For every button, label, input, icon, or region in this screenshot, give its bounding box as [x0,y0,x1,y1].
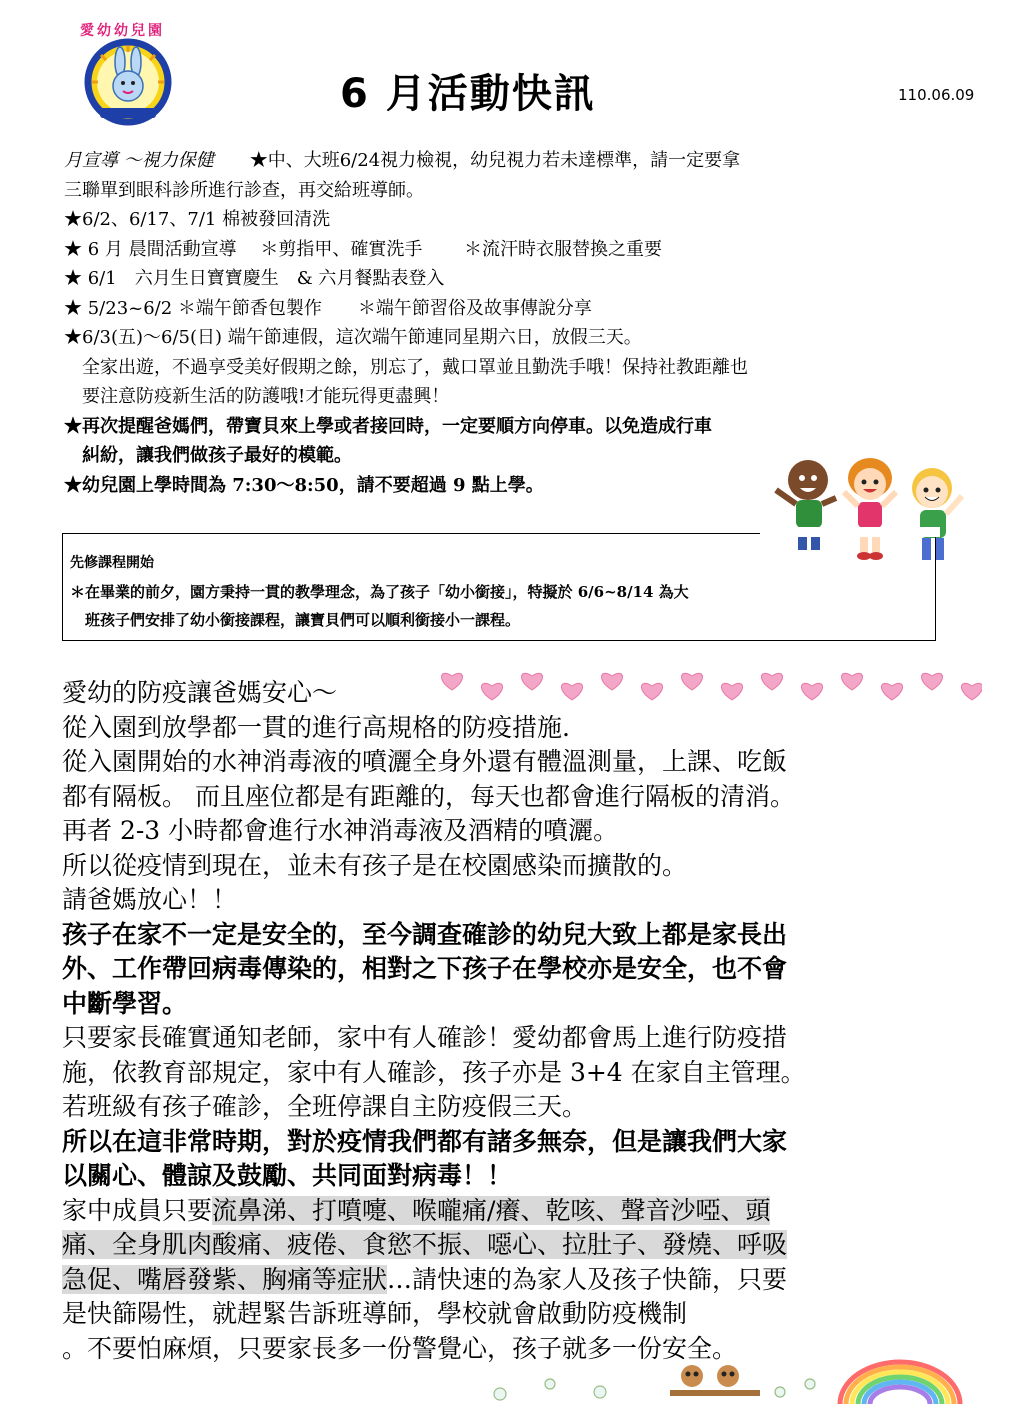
article-line [62,814,972,849]
article-line-text: 從入園到放學都一貫的進行高規格的防疫措施. [62,712,570,742]
notice-line-text: 糾紛，讓我們做孩子最好的模範。 [82,445,352,466]
main-article [62,676,972,1366]
notice-line [64,176,974,206]
article-line [62,1125,972,1160]
article-line [62,987,972,1022]
page-title: 6 月活動快訊 [340,71,596,117]
article-line-text: 家中成員只要 [62,1195,213,1225]
notice-line-text: ★ 6/1 六月生日寶寶慶生 & 六月餐點表登入 [64,268,445,289]
article-line [62,918,972,953]
article-line-text: 只要家長確實通知老師，家中有人確診！愛幼都會馬上進行防疫措 [62,1023,788,1052]
notice-line [64,146,974,176]
issue-date: 110.06.09 [898,86,975,104]
notice-line-text: 全家出遊，不過享受美好假期之餘，別忘了，戴口罩並且勤洗手哦！保持社教距離也 [82,356,748,378]
article-line [62,1297,972,1332]
article-line-text: 。不要怕麻煩，只要家長多一份警覺心，孩子就多一份安全。 [62,1333,738,1363]
course-box-line: 班孩子們安排了幼小銜接課程，讓寶貝們可以順利銜接小一課程。 [70,611,521,629]
article-line [62,849,972,884]
article-line-text: 急促、嘴唇發紫、胸痛等症狀 [62,1264,388,1294]
notice-line-text: 三聯單到眼科診所進行診查，再交給班導師。 [64,179,424,201]
article-line-text: 痛、全身肌肉酸痛、疲倦、食慾不振、噁心、拉肚子、發燒、呼吸 [62,1230,788,1259]
article-line [62,745,972,780]
notice-line [64,294,974,324]
article-line [62,1021,972,1056]
article-line [62,1263,972,1298]
article-line [62,883,972,918]
notice-line-text: ★再次提醒爸媽們，帶寶貝來上學或者接回時，一定要順方向停車。以免造成行車 [64,415,712,437]
article-line-text: 流鼻涕、打噴嚏、喉嚨痛/癢、乾咳、聲音沙啞、頭 [212,1195,771,1225]
course-box-text [70,578,689,634]
notice-line [64,323,974,353]
article-line [62,1159,972,1194]
article-line-text: 若班級有孩子確診，全班停課自主防疫假三天。 [62,1092,588,1121]
notice-line [64,235,974,265]
article-line [62,1090,972,1125]
article-line-text: 是快篩陽性，就趕緊告訴班導師，學校就會啟動防疫機制 [62,1299,688,1328]
notice-line-text: ★6/2、6/17、7/1 棉被發回清洗 [64,209,331,230]
article-line-text: 再者 2-3 小時都會進行水神消毒液及酒精的噴灑。 [62,816,619,845]
course-box-line: ＊在畢業的前夕，園方秉持一貫的教學理念，為了孩子「幼小銜接」，特擬於 6/6~8/14 為大 [70,583,689,601]
article-line-text: 以關心、體諒及鼓勵、共同面對病毒！！ [62,1161,513,1190]
article-line-text: 外、工作帶回病毒傳染的，相對之下孩子在學校亦是安全，也不會 [62,954,788,983]
notice-line [64,382,974,412]
notice-line [64,412,974,442]
notice-line [64,264,974,294]
article-line-text: 愛幼的防疫讓爸媽安心～ [62,678,338,707]
article-line-text: 所以在這非常時期，對於疫情我們都有諸多無奈，但是讓我們大家 [62,1126,788,1156]
article-line-text: 中斷學習。 [62,988,188,1018]
article-line-text: 孩子在家不一定是安全的，至今調查確診的幼兒大致上都是家長出 [62,919,788,949]
bottom-decoration [480,1354,980,1404]
notice-line [64,205,974,235]
article-line-text: 請爸媽放心！！ [62,885,238,914]
article-line-text: 從入園開始的水神消毒液的噴灑全身外還有體溫測量，上課、吃飯 [62,747,788,776]
article-line-text: 所以從疫情到現在，並未有孩子是在校園感染而擴散的。 [62,850,688,880]
notice-line-text: 要注意防疫新生活的防護哦!才能玩得更盡興！ [82,386,450,407]
box-gap [760,527,940,537]
notice-line-text: ★中、大班6/24視力檢視，幼兒視力若未達標準，請一定要拿 [213,150,741,171]
course-box-title: 先修課程開始 [70,555,154,571]
article-line [62,952,972,987]
article-line [62,676,972,711]
notice-line-text: 月宣導 ～視力保健 [64,150,214,171]
article-line-text: 施，依教育部規定，家中有人確診，孩子亦是 3+4 在家自主管理。 [62,1057,806,1087]
notice-list [64,146,974,500]
logo-text: 愛幼幼兒園 [80,23,165,39]
article-line [62,1194,972,1229]
notice-line-text: ★6/3(五)～6/5(日) 端午節連假，這次端午節連同星期六日，放假三天。 [64,327,642,348]
article-line-text: …請快速的為家人及孩子快篩，只要 [387,1264,788,1294]
article-line-text: 都有隔板。 而且座位都是有距離的，每天也都會進行隔板的清消。 [62,781,795,811]
article-line [62,1056,972,1091]
article-line [62,1228,972,1263]
notice-line-text: ★ 5/23~6/2 ＊端午節香包製作 ＊端午節習俗及故事傳說分享 [64,297,592,319]
notice-line-text: ★幼兒園上學時間為 7:30～8:50，請不要超過 9 點上學。 [64,474,544,496]
notice-line-text: ★ 6 月 晨間活動宣導 ＊剪指甲、確實洗手 ＊流汗時衣服替換之重要 [64,238,663,260]
notice-line [64,353,974,383]
article-line [62,780,972,815]
article-line [62,711,972,746]
